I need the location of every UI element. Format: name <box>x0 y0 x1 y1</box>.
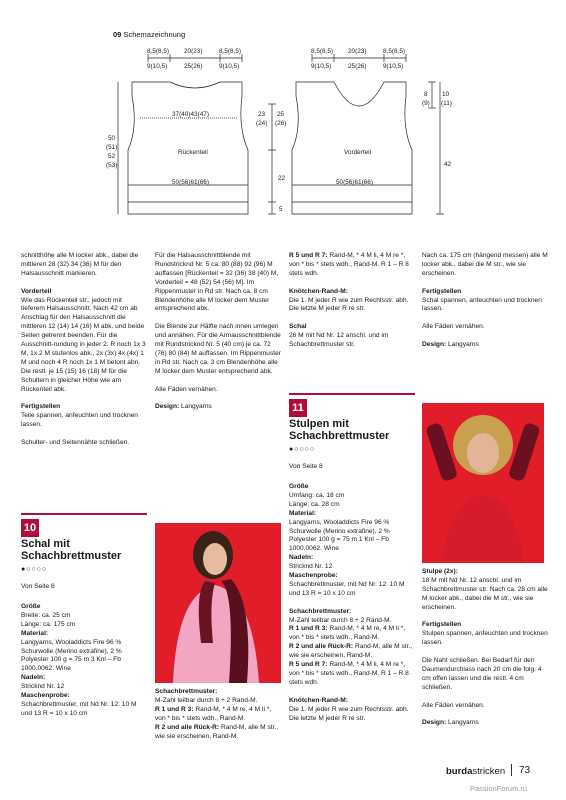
col4-top-text <box>422 252 548 359</box>
s11-nadeln-heading: Nadeln: <box>289 554 314 562</box>
s10-groesse-heading: Größe <box>21 603 41 610</box>
back-armhole-a1: 23 <box>258 111 266 118</box>
s10-maschenprobe: Schachbrettmuster, mit Nd Nr. 12: 10 M und 13 R = 10 x 10 cm <box>21 700 137 717</box>
section11-title: Stulpen mit Schachbrettmuster <box>289 418 390 442</box>
col3-r5: R 5 und R 7: Rand-M, * 4 M li, 4 M re *, von * bis * stets wdh., Rand-M. R 1 – R 8 stets wdh. <box>289 252 409 277</box>
col1-para3: Teile spannen, anfeuchten und trocknen lassen. <box>21 412 138 429</box>
back-lower-label: 22 <box>278 175 286 182</box>
schal-photo <box>155 523 281 683</box>
schal-photo-illustration <box>155 523 281 683</box>
footer-brand: burdastricken <box>446 766 506 777</box>
col1-para2: Wie das Rückenteil str., jedoch mit tieferem Halsausschnitt. Nach 42 cm ab Anschlag für den Halsausschnitt die mittleren 12 (14) 14 (16) M abk. und beide Seiten getrennt beenden. Für die Ausschnitt-rundung in jeder 2. R noch 1x 3 M, 1x 2 M stufenlos abk., 2x (3x) 4x (4x) 1 M und noch 4 R noch 1x 1 M betont abn. Die restl. je 15 (15) 16 (18) M für die Schultern in gleicher Höhe wie am Rückenteil abk. <box>21 296 146 393</box>
col2-para1: Für die Halsausschnittblende mit Rundstricknd Nr. 5 ca. 80 (88) 92 (96) M auffassen [Rückenteil = 32 (36) 38 (40) M, Vorderteil = 48 (52) 54 (56) M]. Im Rippenmuster in Rd str. Nach ca. 8 cm Blendenhöhe alle M locker dem Muster entsprechend abk. <box>155 252 279 313</box>
section11-difficulty: ●○○○○ <box>289 446 316 453</box>
section10-col-right <box>155 688 281 741</box>
s11-groesse-heading: Größe <box>289 483 309 490</box>
front-neck-b2: (11) <box>441 100 452 107</box>
back-piece-label: Rückenteil <box>178 149 208 156</box>
s10-material: Langyarns, Wooladdicts Fire 96 % Schurwolle (Merino extrafine), 2 % Polyester 100 g = 75 m 3 Knl – Fb 1000.0062. Wine <box>21 638 122 673</box>
s11-knoetchen-heading: Knötchen-Rand-M: <box>289 696 348 704</box>
s11-stulpe: 18 M mit Nd Nr. 12 anschl. und im Schachbrettmuster str. Nach ca. 28 cm alle M locker abk., dabei die M str., wie sie erscheinen. <box>422 576 548 611</box>
section10-title: Schal mit Schachbrettmuster <box>21 538 122 562</box>
s11-groesse: Umfang: ca. 18 cm Länge: ca. 28 cm <box>289 491 345 508</box>
back-shoulder-right-dim: 8,5(8,5) <box>219 48 242 55</box>
back-height-1: 50 <box>108 135 116 142</box>
s11-fertig: Stulpen spannen, anfeuchten und trocknen lassen. <box>422 630 548 647</box>
stulpen-photo-illustration <box>422 403 544 563</box>
s11-material: Langyarns, Wooladdicts Fire 96 % Schurwolle (Merino extrafine), 2 % Polyester 100 g = 75 m 1 Knl – Fb 1000.0062. Wine <box>289 518 390 553</box>
col2-para2: Die Blende zur Hälfte nach innen umlegen und annähen. Für die Armausschnittblende mit Rundstricknd Nr. 5 (40 cm) je ca. 72 (76) 80 (84) M auffassen. Im Rippenmuster in Rd str. Nach ca. 3 cm Blendenhöhe alle M locker dem Muster entsprechend abk. <box>155 323 281 375</box>
front-neck-dim: 20(23) <box>348 48 367 55</box>
s11-r1: R 1 und R 3: Rand-M, * 4 M re, 4 M li *, von * bis * stets wdh., Rand-M. <box>289 625 406 642</box>
front-neck-dim2: 25(26) <box>348 63 367 70</box>
front-piece-outline <box>292 82 412 214</box>
knoetchen-heading: Knötchen-Rand-M: <box>289 287 348 295</box>
section10-von-seite: Von Seite 8 <box>21 583 55 590</box>
back-shoulder-right-dim2: 9(10,5) <box>219 63 240 70</box>
front-shoulder-right-dim: 8,5(8,5) <box>383 48 406 55</box>
front-piece-label: Vorderteil <box>344 149 371 156</box>
back-neck-dim: 20(23) <box>184 48 203 55</box>
s11-fertig-heading: Fertigstellen <box>422 621 462 629</box>
s11-design: Design: Langyarns <box>422 719 479 727</box>
front-neck-a1: 8 <box>424 91 428 98</box>
s11-stulpe-heading: Stulpe (2x): <box>422 568 458 575</box>
back-height-2: (51) <box>106 144 118 151</box>
section10-badge: 10 <box>21 519 39 537</box>
knoetchen-text: Die 1. M jeder R wie zum Rechtsstr. abh. Die letzte M jeder R re str. <box>289 296 409 313</box>
back-hem-label: 50(56)61(66) <box>172 179 209 186</box>
s10-r1: R 1 und R 3: Rand-M, * 4 M re, 4 M li *, von * bis * stets wdh., Rand-M. <box>155 705 272 722</box>
schal-heading: Schal <box>289 323 307 331</box>
back-shoulder-left-dim2: 9(10,5) <box>147 63 168 70</box>
front-neck-a2: (9) <box>422 100 430 107</box>
s10-nadeln-heading: Nadeln: <box>21 674 46 682</box>
section-number: 09 <box>113 30 122 39</box>
s11-material-heading: Material: <box>289 509 317 517</box>
footer-divider <box>511 764 512 776</box>
s11-faeden: Alle Fäden vernähen. <box>422 701 485 709</box>
col1-top-text <box>21 252 147 457</box>
s11-schach-p1: M-Zahl teilbar durch 8 + 2 Rand-M. <box>289 616 392 624</box>
col4-design: Design: Langyarns <box>422 341 479 349</box>
s10-schachbrett-heading: Schachbrettmuster: <box>155 688 218 695</box>
section10-separator <box>21 513 147 515</box>
s11-naht: Die Naht schließen. Bei Bedarf für den Daumendurchlass nach 20 cm die folg. 4 cm offen lassen und die restl. 4 cm schließen. <box>422 657 542 691</box>
back-armhole-b1: 25 <box>277 111 285 118</box>
section10-col-left <box>21 603 147 728</box>
col4-para3: Alle Fäden vernähen. <box>422 323 485 331</box>
section11-col-right <box>422 568 548 737</box>
s10-nadeln: Stricknd Nr. 12 <box>21 683 65 691</box>
front-hem-label: 50(56)61(66) <box>336 179 373 186</box>
page-number: 73 <box>519 765 531 776</box>
back-chest-label: 37(40)43(47) <box>172 111 209 118</box>
col1-para4: Schulter- und Seitennähte schließen. <box>21 438 130 446</box>
s10-groesse: Breite: ca. 25 cm Länge: ca. 175 cm <box>21 611 76 628</box>
back-piece-outline <box>128 82 248 214</box>
front-shoulder-left-dim: 8,5(8,5) <box>311 48 334 55</box>
col4-para1: Nach ca. 175 cm (hängend messen) alle M locker abk., dabei die M str., wie sie erscheinen. <box>422 252 548 277</box>
col2-design: Design: Langyarns <box>155 403 212 411</box>
s10-r2: R 2 und alle Rück-R: Rand-M, alle M str., wie sie erscheinen, Rand-M. <box>155 723 279 740</box>
col2-para3: Alle Fäden vernähen. <box>155 385 218 393</box>
section11-col-left <box>289 483 415 732</box>
knitting-schematic <box>0 0 566 250</box>
col2-top-text <box>155 252 281 421</box>
back-height-3: 52 <box>108 153 116 160</box>
col4-fertig-heading: Fertigstellen <box>422 287 462 295</box>
watermark: PassionForum.ru <box>470 784 528 793</box>
schal-text: 26 M mit Nd Nr. 12 anschl. und im Schachbrettmuster str. <box>289 332 389 349</box>
front-shoulder-left-dim2: 9(10,5) <box>311 63 332 70</box>
s11-r2: R 2 und alle Rück-R: Rand-M, alle M str., wie sie erscheinen, Rand-M. <box>289 643 413 660</box>
section11-von-seite: Von Seite 8 <box>289 463 323 470</box>
front-neck-b1: 10 <box>442 91 450 98</box>
s10-material-heading: Material: <box>21 629 49 637</box>
back-height-4: (53) <box>106 162 118 169</box>
section11-separator <box>289 393 415 395</box>
col4-para2: Schal spannen, anfeuchten und trocknen lassen. <box>422 296 542 313</box>
s11-knoetchen: Die 1. M jeder R wie zum Rechtsstr. abh. Die letzte M jeder R re str. <box>289 705 409 722</box>
s11-schachbrett-heading: Schachbrettmuster: <box>289 607 352 615</box>
section11-badge: 11 <box>289 399 307 417</box>
s11-r5: R 5 und R 7: Rand-M, * 4 M li, 4 M re *, von * bis * stets wdh., Rand-M. R 1 – R 8 stets wdh. <box>289 661 409 686</box>
back-neck-dim2: 25(26) <box>184 63 203 70</box>
section-title: Schemazeichnung <box>123 30 186 39</box>
col1-para1: schnitthöhe alle M locker abk., dabei die mittleren 28 (32) 34 (36) M für den Halsausschnitt markieren. <box>21 252 139 277</box>
front-height-label: 42 <box>444 161 452 168</box>
back-armhole-a2: (24) <box>256 120 268 127</box>
s10-maschenprobe-heading: Maschenprobe: <box>21 692 70 700</box>
back-shoulder-left-dim: 8,5(8,5) <box>147 48 170 55</box>
s11-nadeln: Stricknd Nr. 12 <box>289 563 333 571</box>
col3-top-text <box>289 252 415 359</box>
stulpen-photo <box>422 403 544 563</box>
front-shoulder-right-dim2: 9(10,5) <box>383 63 404 70</box>
fertigstellen-heading: Fertigstellen <box>21 403 61 411</box>
section10-difficulty: ●○○○○ <box>21 566 48 573</box>
back-ribbing-label: 5 <box>279 206 283 213</box>
vorderteil-heading: Vorderteil <box>21 287 52 295</box>
s11-maschenprobe: Schachbrettmuster, mit Nd Nr. 12: 10 M und 13 R = 10 x 10 cm <box>289 580 405 597</box>
s11-maschenprobe-heading: Maschenprobe: <box>289 572 338 580</box>
s10-schach-p1: M-Zahl teilbar durch 8 + 2 Rand-M. <box>155 696 258 704</box>
back-armhole-b2: (26) <box>275 120 287 127</box>
